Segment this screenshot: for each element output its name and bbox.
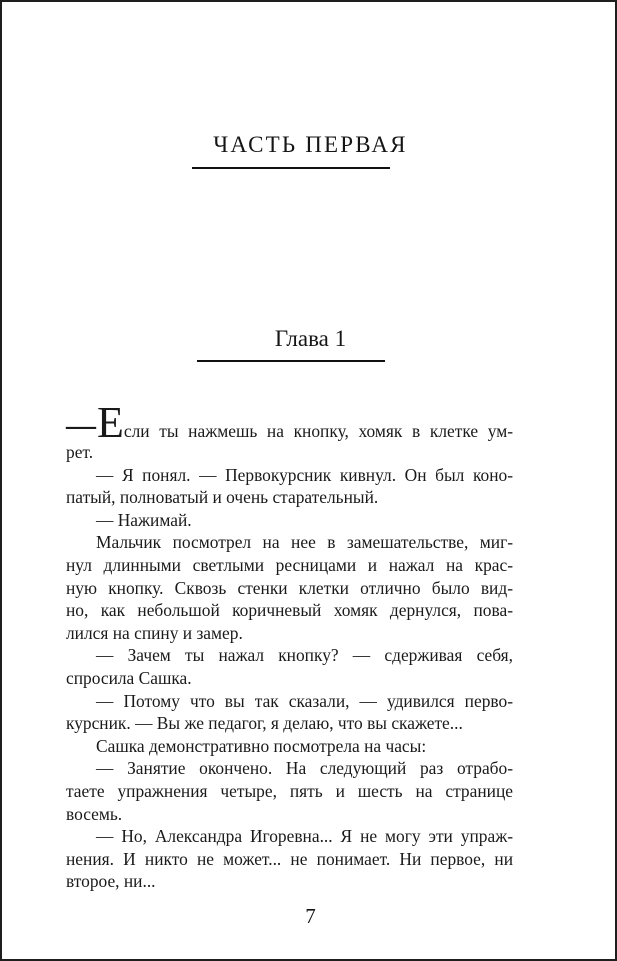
chapter-title: Глава 1 [274,326,347,351]
text-line: курсник. — Вы же педагог, я делаю, что вы скажете... [66,713,463,734]
part-title: ЧАСТЬ ПЕРВАЯ [213,132,408,157]
text-line: — Занятие окончено. На следующий раз отрабо- [96,758,513,779]
text-line: второе, ни... [66,871,156,892]
drop-cap: Е [97,398,124,447]
text-line: — Я понял. — Первокурсник кивнул. Он был коно- [96,464,513,485]
part-title-rule [192,167,390,169]
text-line: нения. И никто не может... не понимает. Ни первое, ни [66,848,513,869]
chapter-title-rule [197,360,385,362]
opening-dash: — [66,409,96,442]
page-number: 7 [305,904,316,928]
text-line: спросила Сашка. [66,667,192,688]
text-line: нул длинными светлыми ресницами и нажал на крас- [66,554,513,575]
opening-line-text: сли ты нажмешь на кнопку, хомяк в клетке ум- [123,421,513,441]
text-line: Сашка демонстративно посмотрела на часы: [96,735,427,756]
opening-line [66,398,513,447]
text-line: рет. [66,442,94,462]
text-line: — Нажимай. [96,509,192,530]
text-line: Мальчик посмотрел на нее в замешательстве, миг- [96,532,513,553]
text-line: таете упражнения четыре, пять и шесть на странице [66,780,513,801]
text-line: восемь. [66,803,123,824]
text-line: ную кнопку. Сквозь стенки клетки отлично было вид- [66,577,513,598]
text-lines [66,441,513,893]
text-line: но, как небольшой коричневый хомяк дернулся, пова- [66,600,513,621]
chapter-body-text [66,398,513,893]
text-line: — Потому что вы так сказали, — удивился перво- [96,690,513,711]
text-line: патый, полноватый и очень старательный. [66,487,379,508]
text-line: лился на спину и замер. [66,622,243,643]
text-line: — Зачем ты нажал кнопку? — сдерживая себя, [96,645,513,666]
text-line: — Но, Александра Игоревна... Я не могу эти упраж- [96,826,513,847]
